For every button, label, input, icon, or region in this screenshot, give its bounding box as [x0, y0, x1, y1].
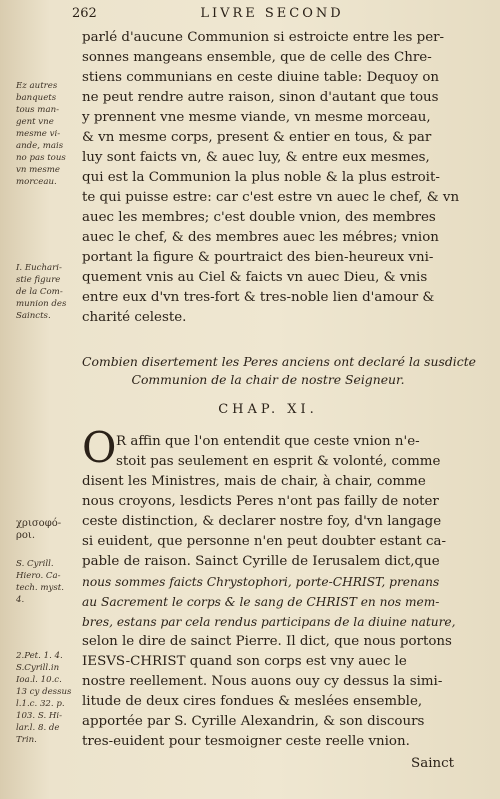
text-line: stiens communians en ceste diuine table: Dequoy on — [82, 70, 440, 85]
section-heading-line: Communion de la chair de nostre Seigneur. — [131, 372, 405, 387]
running-title: LIVRE SECOND — [200, 6, 344, 21]
text-line: apportée par S. Cyrille Alexandrin, & son discours — [82, 714, 425, 729]
text-line: nous croyons, lesdicts Peres n'ont pas failly de noter — [82, 494, 439, 509]
text-line: quement vnis au Ciel & faicts vn auec Dieu, & vnis — [82, 270, 428, 285]
text-line: charité celeste. — [82, 310, 187, 325]
text-line: bres, estans par cela rendus participans de la diuine nature, — [82, 615, 456, 629]
marginal-note: S. Cyrill. Hiero. Ca- tech. myst. 4. — [16, 559, 64, 605]
marginal-note: Ez autres banquets tous man- gent vne mesme vi- ande, mais no pas tous vn mesme morceau. — [16, 81, 66, 187]
section-heading-line: Combien disertement les Peres anciens ont declaré la susdicte — [82, 354, 477, 369]
text-line: litude de deux cires fondues & meslées ensemble, — [82, 694, 423, 709]
text-line: nous sommes faicts Chrystophori, porte-CHRIST, prenans — [82, 575, 440, 589]
text-line: au Sacrement le corps & le sang de CHRIST en nos mem- — [82, 595, 440, 609]
text-line: te qui puisse estre: car c'est estre vn auec le chef, & vn — [82, 190, 460, 205]
marginal-note: 2.Pet. 1. 4. S.Cyrill.in Ioa.l. 10.c. 13 cy dessus l.1.c. 32. p. 103. S. Hi- lar.l. 8. de Trin. — [16, 651, 72, 745]
marginal-note: χρισοφό- ροι. — [16, 518, 62, 541]
text-line: R affin que l'on entendit que ceste vnion n'e- — [116, 434, 420, 449]
text-line: luy sont faicts vn, & auec luy, & entre eux mesmes, — [82, 150, 430, 165]
text-line: selon le dire de sainct Pierre. Il dict, que nous portons — [82, 634, 452, 649]
text-line: tres-euident pour tesmoigner ceste reelle vnion. — [82, 734, 410, 749]
text-line: y prennent vne mesme viande, vn mesme morceau, — [82, 110, 431, 125]
text-line: qui est la Communion la plus noble & la plus estroit- — [82, 170, 440, 185]
text-line: IESVS-CHRIST quand son corps est vny auec le — [82, 654, 407, 669]
text-line: & vn mesme corps, present & entier en tous, & par — [82, 130, 432, 145]
text-line: stoit pas seulement en esprit & volonté, comme — [116, 454, 441, 469]
text-line: disent les Ministres, mais de chair, à chair, comme — [82, 474, 426, 489]
text-line: auec le chef, & des membres auec les mébres; vnion — [82, 230, 439, 245]
text-line: parlé d'aucune Communion si estroicte entre les per- — [82, 30, 445, 45]
text-line: pable de raison. Sainct Cyrille de Ierusalem dict,que — [82, 554, 440, 569]
text-line: auec les membres; c'est double vnion, des membres — [82, 210, 436, 225]
marginal-note: I. Euchari- stie figure de la Com- munion des Saincts. — [16, 263, 67, 321]
text-line: entre eux d'vn tres-fort & tres-noble lien d'amour & — [82, 290, 435, 305]
catchword: Sainct — [411, 756, 454, 771]
text-line: ne peut rendre autre raison, sinon d'autant que tous — [82, 90, 439, 105]
text-line: si euident, que personne n'en peut doubter estant ca- — [82, 534, 446, 549]
text-line: portant la figure & pourtraict des bien-heureux vni- — [82, 250, 434, 265]
page-number: 262 — [72, 6, 97, 21]
running-header — [72, 6, 472, 24]
text-line: nostre reellement. Nous auons ouy cy dessus la simi- — [82, 674, 443, 689]
chapter-title: CHAP. XI. — [218, 402, 318, 417]
text-line: ceste distinction, & declarer nostre foy, d'vn langage — [82, 514, 442, 529]
text-line: sonnes mangeans ensemble, que de celle des Chre- — [82, 50, 432, 65]
drop-cap: O — [82, 423, 117, 472]
